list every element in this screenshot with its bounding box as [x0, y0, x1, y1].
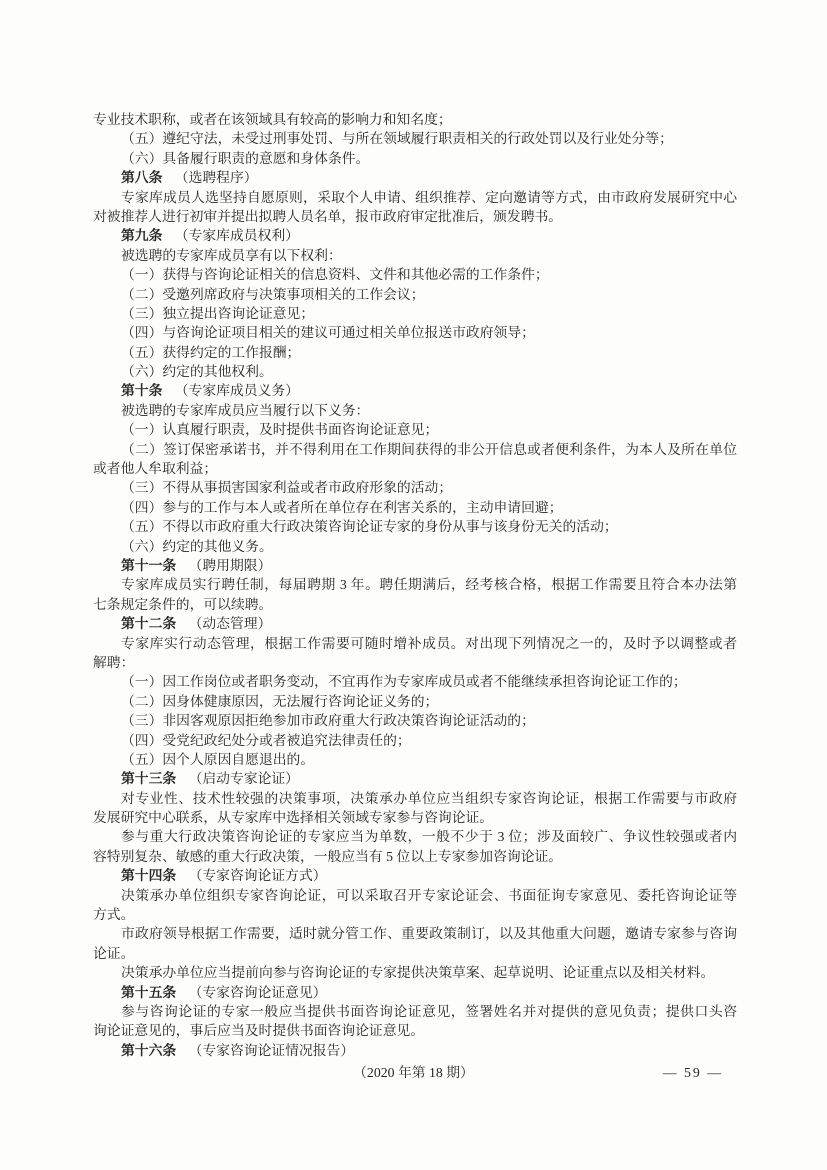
text-line [93, 149, 737, 168]
line-text: （六）具备履行职责的意愿和身体条件。 [121, 150, 370, 166]
text-line [93, 304, 737, 323]
issue-label: （2020 年第 18 期） [353, 1065, 474, 1080]
line-text: （五）不得以市政府重大行政决策咨询论证专家的身份从事与该身份无关的活动； [121, 519, 618, 535]
text-line [93, 886, 737, 905]
text-line [93, 924, 737, 943]
line-text: （二）签订保密承诺书，并不得利用在工作期间获得的非公开信息或者便利条件，为本人及所在单位 [121, 441, 737, 457]
text-line [93, 905, 737, 924]
text-line [93, 498, 737, 517]
text-line [93, 634, 737, 653]
text-line [93, 1021, 737, 1040]
text-line [93, 750, 737, 769]
line-text: 对专业性、技术性较强的决策事项，决策承办单位应当组织专家咨询论证，根据工作需要与市政府 [121, 790, 737, 806]
text-line [93, 207, 737, 226]
text-line [93, 711, 737, 730]
text-line [93, 827, 737, 846]
document-body [93, 110, 737, 1060]
text-line [93, 323, 737, 342]
text-line [93, 517, 737, 536]
text-line [93, 129, 737, 148]
text-line [93, 401, 737, 420]
text-line [93, 556, 737, 575]
text-line [93, 188, 737, 207]
line-text: （六）约定的其他权利。 [121, 364, 273, 380]
line-text: （四）参与的工作与本人或者所在单位存在利害关系的，主动申请回避； [121, 499, 563, 515]
line-text: 参与咨询论证的专家一般应当提供书面咨询论证意见，签署姓名并对提供的意见负责；提供口头咨 [121, 1003, 737, 1019]
text-line [93, 672, 737, 691]
text-line [93, 595, 737, 614]
text-line [93, 440, 737, 459]
line-text: 决策承办单位组织专家咨询论证，可以采取召开专家论证会、书面征询专家意见、委托咨询论证等 [121, 887, 737, 903]
line-text: （五）因个人原因自愿退出的。 [121, 751, 315, 767]
article-number: 第十六条 [121, 1042, 177, 1058]
line-text: 市政府领导根据工作需要，适时就分管工作、重要政策制订，以及其他重大问题，邀请专家参与咨询 [121, 926, 737, 942]
text-line [93, 769, 737, 788]
line-text: （专家咨询论证方式） [188, 868, 327, 884]
line-text: （二）受邀列席政府与决策事项相关的工作会议； [121, 286, 425, 302]
line-text: （五）遵纪守法，未受过刑事处罚、与所在领域履行职责相关的行政处罚以及行业处分等； [121, 131, 673, 147]
text-line [93, 459, 737, 478]
line-text: （聘用期限） [188, 557, 272, 573]
text-line [93, 944, 737, 963]
line-text: 对被推荐人进行初审并提出拟聘人员名单，报市政府审定批准后，颁发聘书。 [93, 208, 563, 224]
line-text: 解聘： [93, 654, 135, 670]
text-line [93, 343, 737, 362]
text-line [93, 381, 737, 400]
line-text: （六）约定的其他义务。 [121, 538, 273, 554]
line-text: （一）获得与咨询论证相关的信息资料、文件和其他必需的工作条件； [121, 267, 549, 283]
line-text: （五）获得约定的工作报酬； [121, 344, 301, 360]
text-line [93, 285, 737, 304]
line-text: 专业技术职称，或者在该领域具有较高的影响力和知名度； [93, 112, 452, 127]
text-line [93, 692, 737, 711]
article-number: 第十条 [121, 383, 163, 399]
text-line [93, 808, 737, 827]
text-line [93, 362, 737, 381]
text-line [93, 168, 737, 187]
line-text: （一）认真履行职责，及时提供书面咨询论证意见； [121, 422, 439, 438]
line-text: 论证。 [93, 945, 135, 961]
text-line [93, 478, 737, 497]
text-line [93, 537, 737, 556]
text-line [93, 1002, 737, 1021]
text-line [93, 866, 737, 885]
article-number: 第十二条 [121, 616, 177, 632]
page-number: — 59 — [662, 1065, 723, 1080]
article-number: 第十四条 [121, 868, 177, 884]
line-text: 专家库成员人选坚持自愿原则，采取个人申请、组织推荐、定向邀请等方式，由市政府发展研究中心 [121, 189, 737, 205]
text-line [93, 731, 737, 750]
text-line [93, 226, 737, 245]
line-text: （动态管理） [188, 616, 272, 632]
line-text: （专家咨询论证情况报告） [188, 1042, 355, 1058]
text-line [93, 246, 737, 265]
line-text: 方式。 [93, 907, 135, 923]
article-number: 第十五条 [121, 984, 177, 1000]
article-number: 第十一条 [121, 557, 177, 573]
article-number: 第九条 [121, 228, 163, 244]
text-line [93, 789, 737, 808]
text-line [93, 847, 737, 866]
article-number: 第八条 [121, 170, 163, 186]
line-text: 专家库实行动态管理，根据工作需要可随时增补成员。对出现下列情况之一的，及时予以调整或者 [121, 635, 737, 651]
line-text: 容特别复杂、敏感的重大行政决策，一般应当有 5 位以上专家参加咨询论证。 [93, 848, 563, 864]
line-text: 询论证意见的，事后应当及时提供书面咨询论证意见。 [93, 1023, 425, 1039]
line-text: 决策承办单位应当提前向参与咨询论证的专家提供决策草案、起草说明、论证重点以及相关材料。 [121, 965, 715, 981]
text-line [93, 575, 737, 594]
line-text: （启动专家论证） [188, 771, 299, 787]
line-text: 或者他人牟取利益； [93, 461, 218, 477]
line-text: 发展研究中心联系，从专家库中选择相关领域专家参与咨询论证。 [93, 810, 494, 826]
line-text: （专家咨询论证意见） [188, 984, 327, 1000]
line-text: （一）因工作岗位或者职务变动，不宜再作为专家库成员或者不能继续承担咨询论证工作的； [121, 674, 687, 690]
text-line [93, 983, 737, 1002]
line-text: （选聘程序） [174, 170, 258, 186]
page-footer [0, 1062, 827, 1084]
text-line [93, 110, 737, 129]
line-text: （四）受党纪政纪处分或者被追究法律责任的； [121, 732, 411, 748]
text-line [93, 614, 737, 633]
line-text: 被选聘的专家库成员享有以下权利： [121, 247, 342, 263]
line-text: （专家库成员权利） [174, 228, 299, 244]
line-text: 被选聘的专家库成员应当履行以下义务： [121, 402, 370, 418]
text-line [93, 963, 737, 982]
line-text: 七条规定条件的，可以续聘。 [93, 596, 273, 612]
line-text: （四）与咨询论证项目相关的建议可通过相关单位报送市政府领导； [121, 325, 535, 341]
text-line [93, 1041, 737, 1060]
text-line [93, 265, 737, 284]
text-line [93, 653, 737, 672]
line-text: （二）因身体健康原因，无法履行咨询论证义务的； [121, 693, 439, 709]
line-text: 专家库成员实行聘任制，每届聘期 3 年。聘任期满后，经考核合格，根据工作需要且符合本办法第 [121, 577, 737, 593]
line-text: 参与重大行政决策咨询论证的专家应当为单数，一般不少于 3 位；涉及面较广、争议性较强或者内 [121, 829, 737, 845]
line-text: （三）不得从事损害国家利益或者市政府形象的活动； [121, 480, 453, 496]
line-text: （三）独立提出咨询论证意见； [121, 305, 315, 321]
line-text: （专家库成员义务） [174, 383, 299, 399]
line-text: （三）非因客观原因拒绝参加市政府重大行政决策咨询论证活动的； [121, 713, 535, 729]
article-number: 第十三条 [121, 771, 177, 787]
text-line [93, 420, 737, 439]
